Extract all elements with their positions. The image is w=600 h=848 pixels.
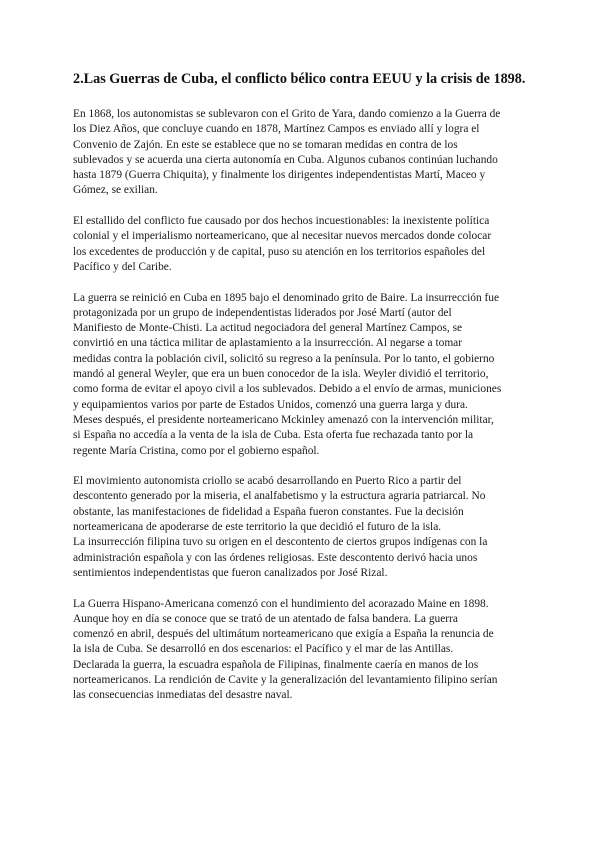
paragraph-line: La insurrección filipina tuvo su origen en el descontento de ciertos grupos indígenas con la (73, 536, 488, 549)
paragraph-line: comenzó en abril, después del ultimátum norteamericano que exigía a España la renuncia de (73, 628, 494, 641)
paragraph-line: El estallido del conflicto fue causado por dos hechos incuestionables: la inexistente política (73, 215, 490, 228)
paragraph-line: sublevados y se acuerda una cierta autonomía en Cuba. Algunos cubanos continúan luchando (73, 153, 498, 166)
paragraph-line: los excedentes de producción y de capital, puso su atención en los territorios españoles del (73, 245, 486, 258)
paragraph-line: Manifiesto de Monte-Chisti. La actitud negociadora del general Martínez Campos, se (73, 322, 463, 335)
paragraph-line: Convenio de Zajón. En este se establece que no se tomaran medidas en contra de los (73, 138, 458, 151)
paragraph-line: obstante, las manifestaciones de fidelidad a España fueron constantes. Fue la decisión (73, 505, 464, 518)
paragraph-line: Pacífico y del Caribe. (73, 260, 172, 273)
paragraph-line: norteamericanos. La rendición de Cavite y la generalización del levantamiento filipino serían (73, 673, 498, 686)
paragraph-line: y equipamientos varios por parte de Estados Unidos, comenzó una guerra larga y dura. (73, 398, 468, 411)
paragraph-1 (73, 107, 528, 199)
document-body (73, 107, 528, 704)
document-title: 2.Las Guerras de Cuba, el conflicto bélico contra EEUU y la crisis de 1898. (73, 71, 526, 87)
paragraph-line: si España no accedía a la venta de la isla de Cuba. Esta oferta fue rechazada tanto por la (73, 429, 474, 442)
paragraph-line: El movimiento autonomista criollo se acabó desarrollando en Puerto Rico a partir del (73, 475, 462, 488)
paragraph-line: administración española y con las órdenes religiosas. Este descontento derivó hacia unos (73, 551, 478, 564)
paragraph-line: Meses después, el presidente norteamericano Mckinley amenazó con la intervención militar, (73, 413, 494, 426)
paragraph-line: La guerra se reinició en Cuba en 1895 bajo el denominado grito de Baire. La insurrección fue (73, 291, 500, 304)
paragraph-line: La Guerra Hispano-Americana comenzó con el hundimiento del acorazado Maine en 1898. (73, 597, 489, 610)
paragraph-line: hasta 1879 (Guerra Chiquita), y finalmente los dirigentes independentistas Martí, Maceo y (73, 169, 486, 182)
paragraph-4 (73, 474, 528, 581)
paragraph-2 (73, 214, 528, 275)
paragraph-line: medidas contra la población civil, solicitó su regreso a la península. Por lo tanto, el gobierno (73, 352, 495, 365)
paragraph-line: mandó al general Weyler, que era un buen conocedor de la isla. Weyler dividió el territorio, (73, 368, 489, 381)
paragraph-line: sentimientos independentistas que fueron canalizados por José Rizal. (73, 566, 388, 579)
paragraph-line: las consecuencias inmediatas del desastre naval. (73, 689, 293, 702)
paragraph-line: colonial y el imperialismo norteamericano, que al necesitar nuevos mercados donde colocar (73, 230, 492, 243)
paragraph-line: protagonizada por un grupo de independentistas liderados por José Martí (autor del (73, 306, 452, 319)
paragraph-5 (73, 597, 528, 704)
paragraph-line: Declarada la guerra, la escuadra española de Filipinas, finalmente caería en manos de los (73, 658, 479, 671)
paragraph-line: descontento generado por la miseria, el analfabetismo y la estructura agraria patriarcal. No (73, 490, 486, 503)
paragraph-3 (73, 291, 528, 459)
paragraph-line: regente María Cristina, como por el gobierno español. (73, 444, 320, 457)
paragraph-line: la isla de Cuba. Se desarrolló en dos escenarios: el Pacífico y el mar de las Antillas. (73, 643, 454, 656)
paragraph-line: norteamericana de apoderarse de este territorio la que decidió el futuro de la isla. (73, 521, 442, 534)
paragraph-line: Gómez, se exilian. (73, 184, 158, 197)
paragraph-line: los Diez Años, que concluye cuando en 1878, Martínez Campos es enviado allí y logra el (73, 123, 480, 136)
paragraph-line: convirtió en una táctica militar de aplastamiento a la insurrección. Al negarse a tomar (73, 337, 463, 350)
paragraph-line: Aunque hoy en día se conoce que se trató de un atentado de falsa bandera. La guerra (73, 612, 458, 625)
paragraph-line: En 1868, los autonomistas se sublevaron con el Grito de Yara, dando comienzo a la Guerra de (73, 108, 501, 120)
paragraph-line: como forma de evitar el apoyo civil a los sublevados. Debido a el envío de armas, municiones (73, 383, 502, 396)
